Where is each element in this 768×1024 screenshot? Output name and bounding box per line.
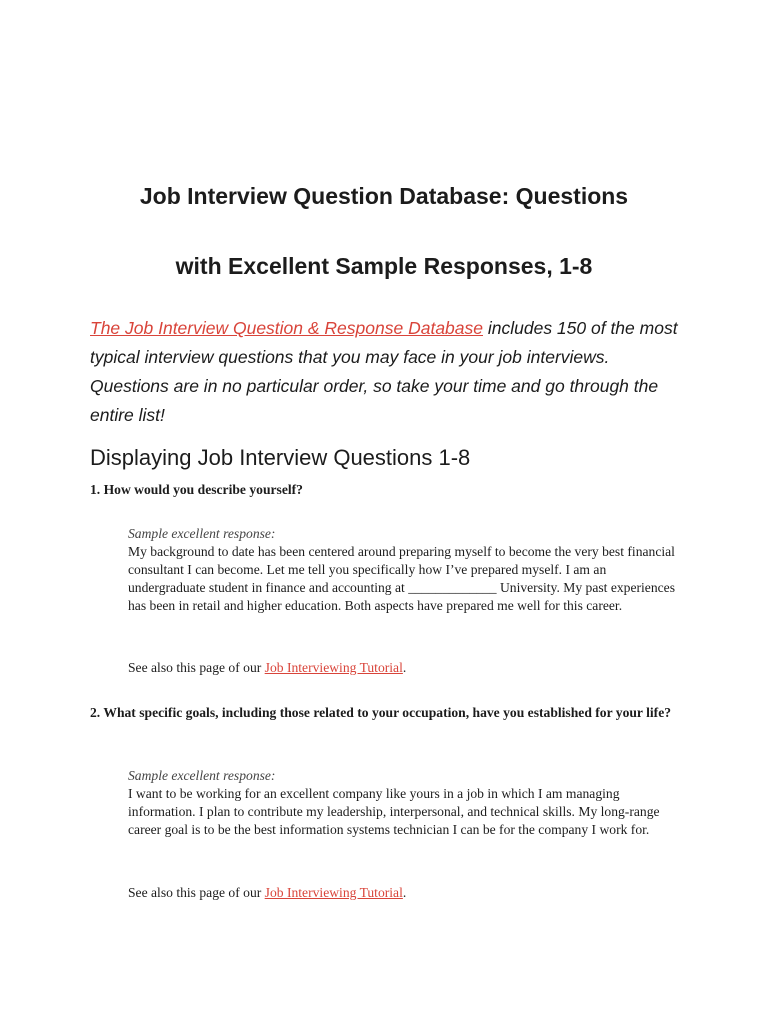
intro-paragraph (90, 314, 690, 430)
see-also-suffix-1: . (402, 660, 407, 675)
response-text-1: My background to date has been centered around preparing myself to become the very best financial consultant I can become. Let me tell you specifically how I’ve prepared myself. I am an undergraduate student in finance and accounting at _____________ University. My past experiences has been in retail and higher education. Both aspects have prepared me well for this career. (128, 544, 675, 613)
tutorial-link-1[interactable]: Job Interviewing Tutorial (264, 660, 403, 675)
response-label-2: Sample excellent response: (128, 768, 276, 783)
database-link[interactable]: The Job Interview Question & Response Database (90, 318, 483, 338)
page-title-line-1: Job Interview Question Database: Questions (139, 183, 629, 209)
see-also-suffix-2: . (402, 885, 407, 900)
response-block-2 (128, 767, 680, 839)
intro-text: includes 150 of the most typical interview questions that you may face in your job interviews. Questions are in no particular order, so take your time and go through the entire list! (90, 318, 678, 425)
response-block-1 (128, 525, 680, 615)
page-title-line-2: with Excellent Sample Responses, 1-8 (175, 253, 593, 279)
response-text-2: I want to be working for an excellent company like yours in a job in which I am managing information. I plan to contribute my leadership, interpersonal, and technical skills. My long-range career goal is to be the best information systems technician I can be for the company I work for. (128, 786, 660, 837)
tutorial-link-2[interactable]: Job Interviewing Tutorial (264, 885, 403, 900)
question-1: 1. How would you describe yourself? (90, 482, 303, 497)
see-also-prefix-1: See also this page of our (128, 660, 265, 675)
section-heading: Displaying Job Interview Questions 1-8 (90, 445, 471, 470)
see-also-2 (128, 884, 680, 902)
response-label-1: Sample excellent response: (128, 526, 276, 541)
see-also-prefix-2: See also this page of our (128, 885, 265, 900)
see-also-1 (128, 659, 680, 677)
question-2: 2. What specific goals, including those related to your occupation, have you established for your life? (90, 705, 672, 720)
